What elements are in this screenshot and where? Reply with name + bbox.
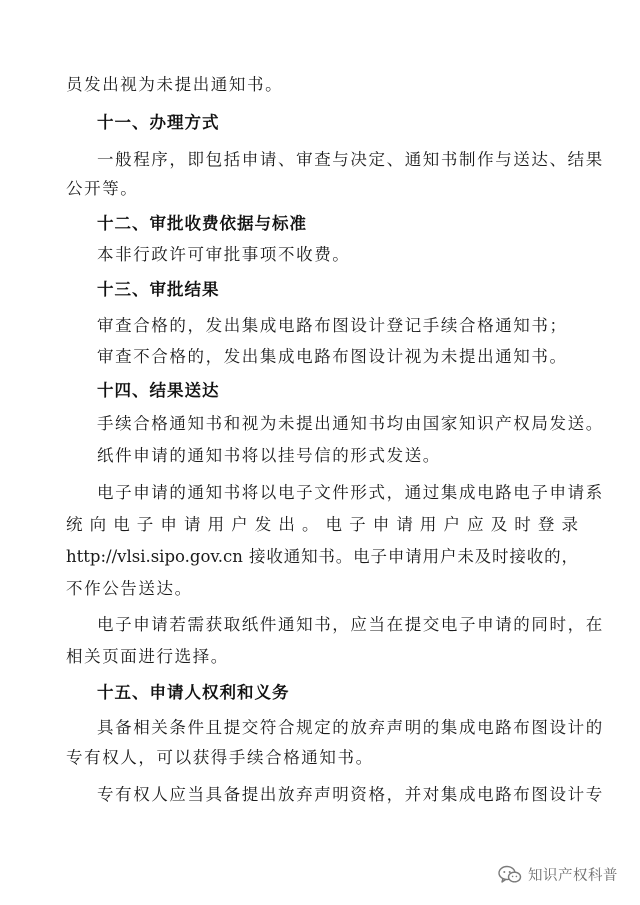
paragraph-line: 公开等。	[66, 179, 139, 198]
paragraph-line: 纸件申请的通知书将以挂号信的形式发送。	[97, 446, 441, 465]
paragraph-line: 一般程序，即包括申请、审查与决定、通知书制作与送达、结果	[97, 150, 604, 169]
section-heading-13: 十三、审批结果	[97, 280, 220, 299]
paragraph-line: http://vlsi.sipo.gov.cn 接收通知书。电子申请用户未及时接收的，	[66, 547, 578, 566]
wechat-icon	[498, 865, 522, 885]
paragraph-line: 员发出视为未提出通知书。	[66, 75, 284, 94]
watermark	[498, 864, 618, 885]
paragraph-line: 电子申请的通知书将以电子文件形式，通过集成电路电子申请系	[97, 483, 604, 502]
section-heading-11: 十一、办理方式	[97, 113, 220, 132]
section-heading-15: 十五、申请人权利和义务	[97, 683, 290, 702]
paragraph-line: 审查不合格的，发出集成电路布图设计视为未提出通知书。	[97, 347, 568, 366]
paragraph-line: 审查合格的，发出集成电路布图设计登记手续合格通知书；	[97, 316, 568, 335]
paragraph-line: 专有权人，可以获得手续合格通知书。	[66, 748, 374, 767]
paragraph-line: 具备相关条件且提交符合规定的放弃声明的集成电路布图设计的	[97, 718, 604, 737]
paragraph-line: 专有权人应当具备提出放弃声明资格，并对集成电路布图设计专	[97, 785, 604, 804]
paragraph-line: 不作公告送达。	[66, 579, 193, 598]
paragraph-line: 电子申请若需获取纸件通知书，应当在提交电子申请的同时，在	[97, 615, 604, 634]
paragraph-line: 相关页面进行选择。	[66, 647, 229, 666]
section-heading-12: 十二、审批收费依据与标准	[97, 214, 307, 233]
watermark-text: 知识产权科普	[528, 868, 618, 884]
section-heading-14: 十四、结果送达	[97, 381, 220, 400]
paragraph-line: 手续合格通知书和视为未提出通知书均由国家知识产权局发送。	[97, 414, 604, 433]
paragraph-line: 本非行政许可审批事项不收费。	[97, 245, 351, 264]
paragraph-line: 统向电子申请用户发出。电子申请用户应及时登录	[66, 515, 578, 534]
